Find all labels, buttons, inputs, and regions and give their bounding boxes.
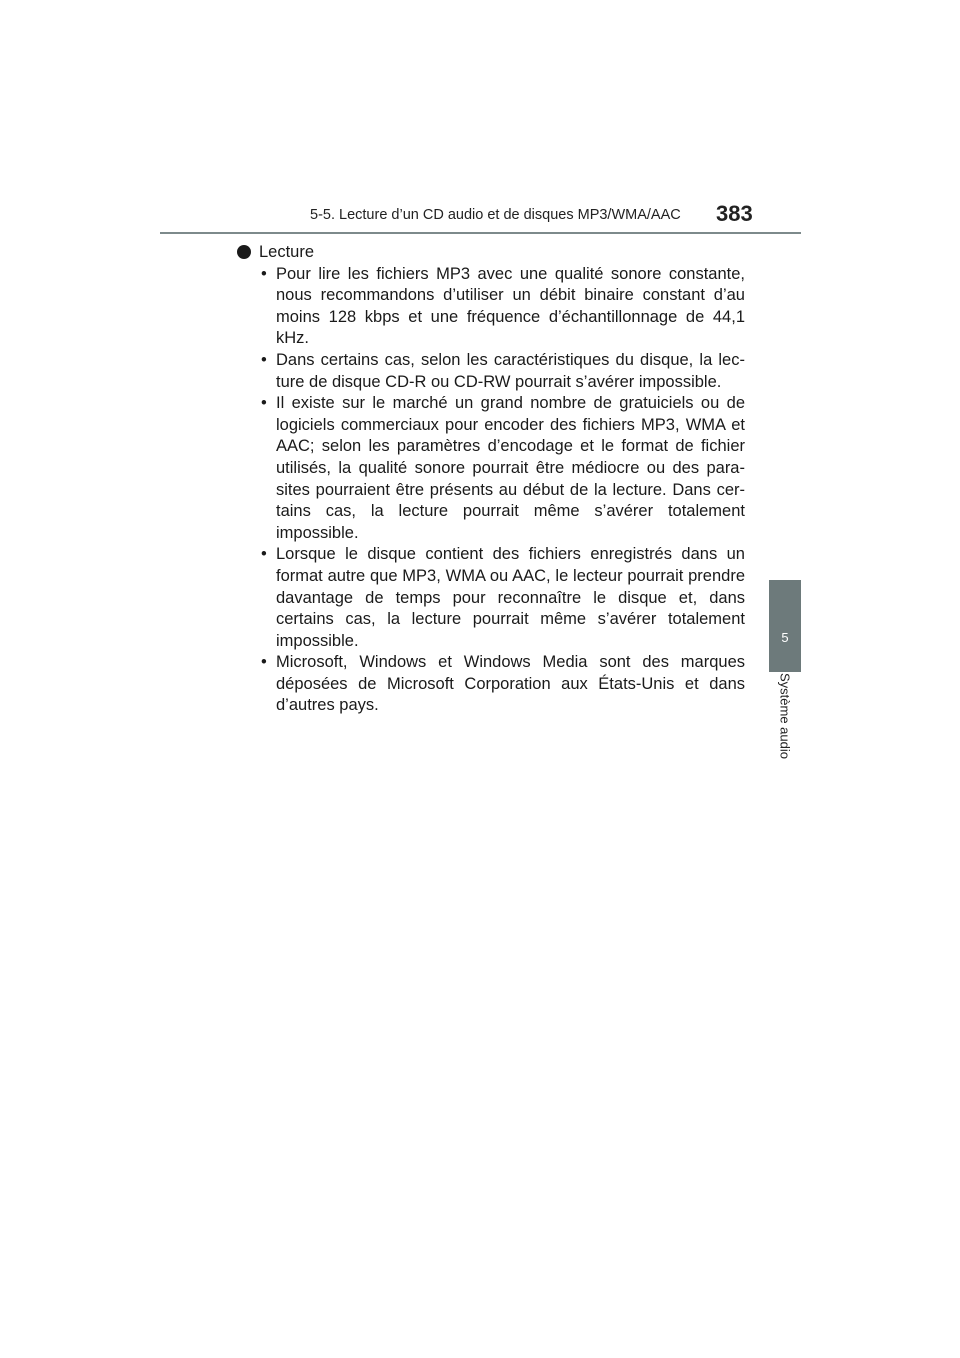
heading-text: Lecture (259, 243, 315, 261)
list-item-text: Lorsque le disque contient des fichiers enregistrés dans un format autre que MP3, WMA ou AAC, le lecteur pourrait prendre davantage de temps pour reconnaître le disque et, dans certains cas, la lecture pourrait même s’avérer totalement impossible. (276, 545, 745, 650)
list-item-text: Dans certains cas, selon les caractéristiques du disque, la lecture de disque CD-R ou CD-RW pourrait s’avérer impossible. (276, 350, 745, 391)
list-item (239, 350, 745, 393)
bullet-marker: • (261, 264, 267, 283)
list-item (239, 393, 745, 544)
page-content (239, 242, 745, 717)
bullet-marker: • (261, 653, 267, 672)
chapter-number: 5 (781, 630, 789, 645)
filled-circle-bullet-icon (237, 245, 251, 259)
bullet-marker: • (261, 394, 267, 413)
bullet-marker: • (261, 350, 267, 369)
bullet-marker: • (261, 545, 267, 564)
header-divider (160, 232, 801, 234)
section-title: 5-5. Lecture d’un CD audio et de disques MP3/WMA/AAC (310, 207, 681, 223)
bullet-list (239, 264, 745, 717)
list-item-text: Microsoft, Windows et Windows Media sont des marques déposées de Microsoft Corporation aux États-Unis et dans d’autres pays. (276, 653, 745, 715)
section-heading (239, 242, 745, 264)
page-number: 383 (716, 201, 753, 226)
list-item (239, 544, 745, 652)
list-item (239, 652, 745, 717)
list-item-text: Pour lire les fichiers MP3 avec une qualité sonore constante, nous recommandons d’utiliser un débit binaire constant d’au moins 128 kbps et une fréquence d’échantillonnage de 44,1 kHz. (276, 264, 745, 348)
chapter-label: Système audio (777, 673, 793, 759)
chapter-tab (769, 580, 801, 672)
list-item-text: Il existe sur le marché un grand nombre de gratuiciels ou de logiciels commerciaux pour encoder des fichiers MP3, WMA et AAC; selon les paramètres d’encodage et le format de fichier utilisés, la qualité sonore pourrait être médiocre ou des parasites pourraient être présents au début de la lecture. Dans certains cas, la lecture pourrait même s’avérer totalement impossible. (276, 394, 745, 542)
list-item (239, 264, 745, 350)
